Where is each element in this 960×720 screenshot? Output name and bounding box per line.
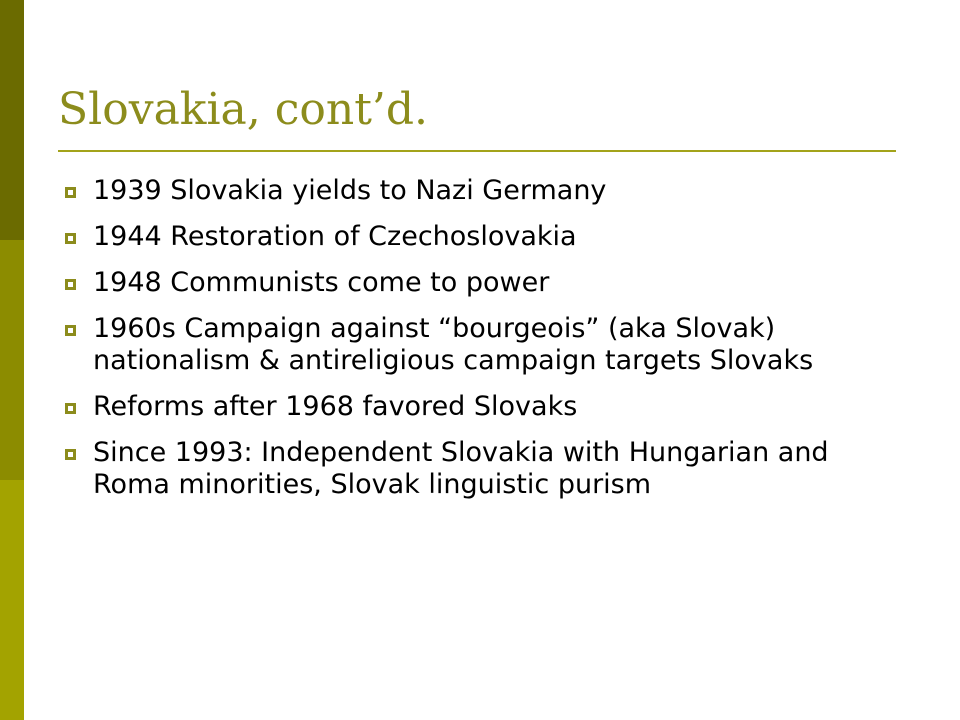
title-divider: [58, 150, 896, 152]
side-bar-segment-bottom: [0, 480, 24, 720]
bullet-list: [62, 175, 882, 515]
square-bullet-icon: [65, 233, 76, 244]
square-bullet-icon: [65, 449, 76, 460]
bullet-text: 1944 Restoration of Czechoslovakia: [93, 221, 577, 252]
bullet-item: [62, 313, 882, 377]
square-bullet-icon: [65, 279, 76, 290]
bullet-text: Reforms after 1968 favored Slovaks: [93, 391, 578, 422]
bullet-item: [62, 437, 882, 501]
bullet-text: Since 1993: Independent Slovakia with Hungarian and Roma minorities, Slovak linguistic purism: [93, 437, 829, 500]
bullet-item: [62, 391, 882, 423]
side-bar-segment-top: [0, 0, 24, 240]
side-bar-segment-middle: [0, 240, 24, 480]
square-bullet-icon: [65, 187, 76, 198]
bullet-item: [62, 175, 882, 207]
bullet-item: [62, 221, 882, 253]
slide-title: Slovakia, cont’d.: [58, 84, 429, 135]
square-bullet-icon: [65, 325, 76, 336]
bullet-text: 1948 Communists come to power: [93, 267, 550, 298]
bullet-text: 1960s Campaign against “bourgeois” (aka Slovak) nationalism & antireligious campaign targets Slovaks: [93, 313, 814, 376]
square-bullet-icon: [65, 403, 76, 414]
bullet-item: [62, 267, 882, 299]
bullet-text: 1939 Slovakia yields to Nazi Germany: [93, 175, 607, 206]
side-accent-bar: [0, 0, 24, 720]
